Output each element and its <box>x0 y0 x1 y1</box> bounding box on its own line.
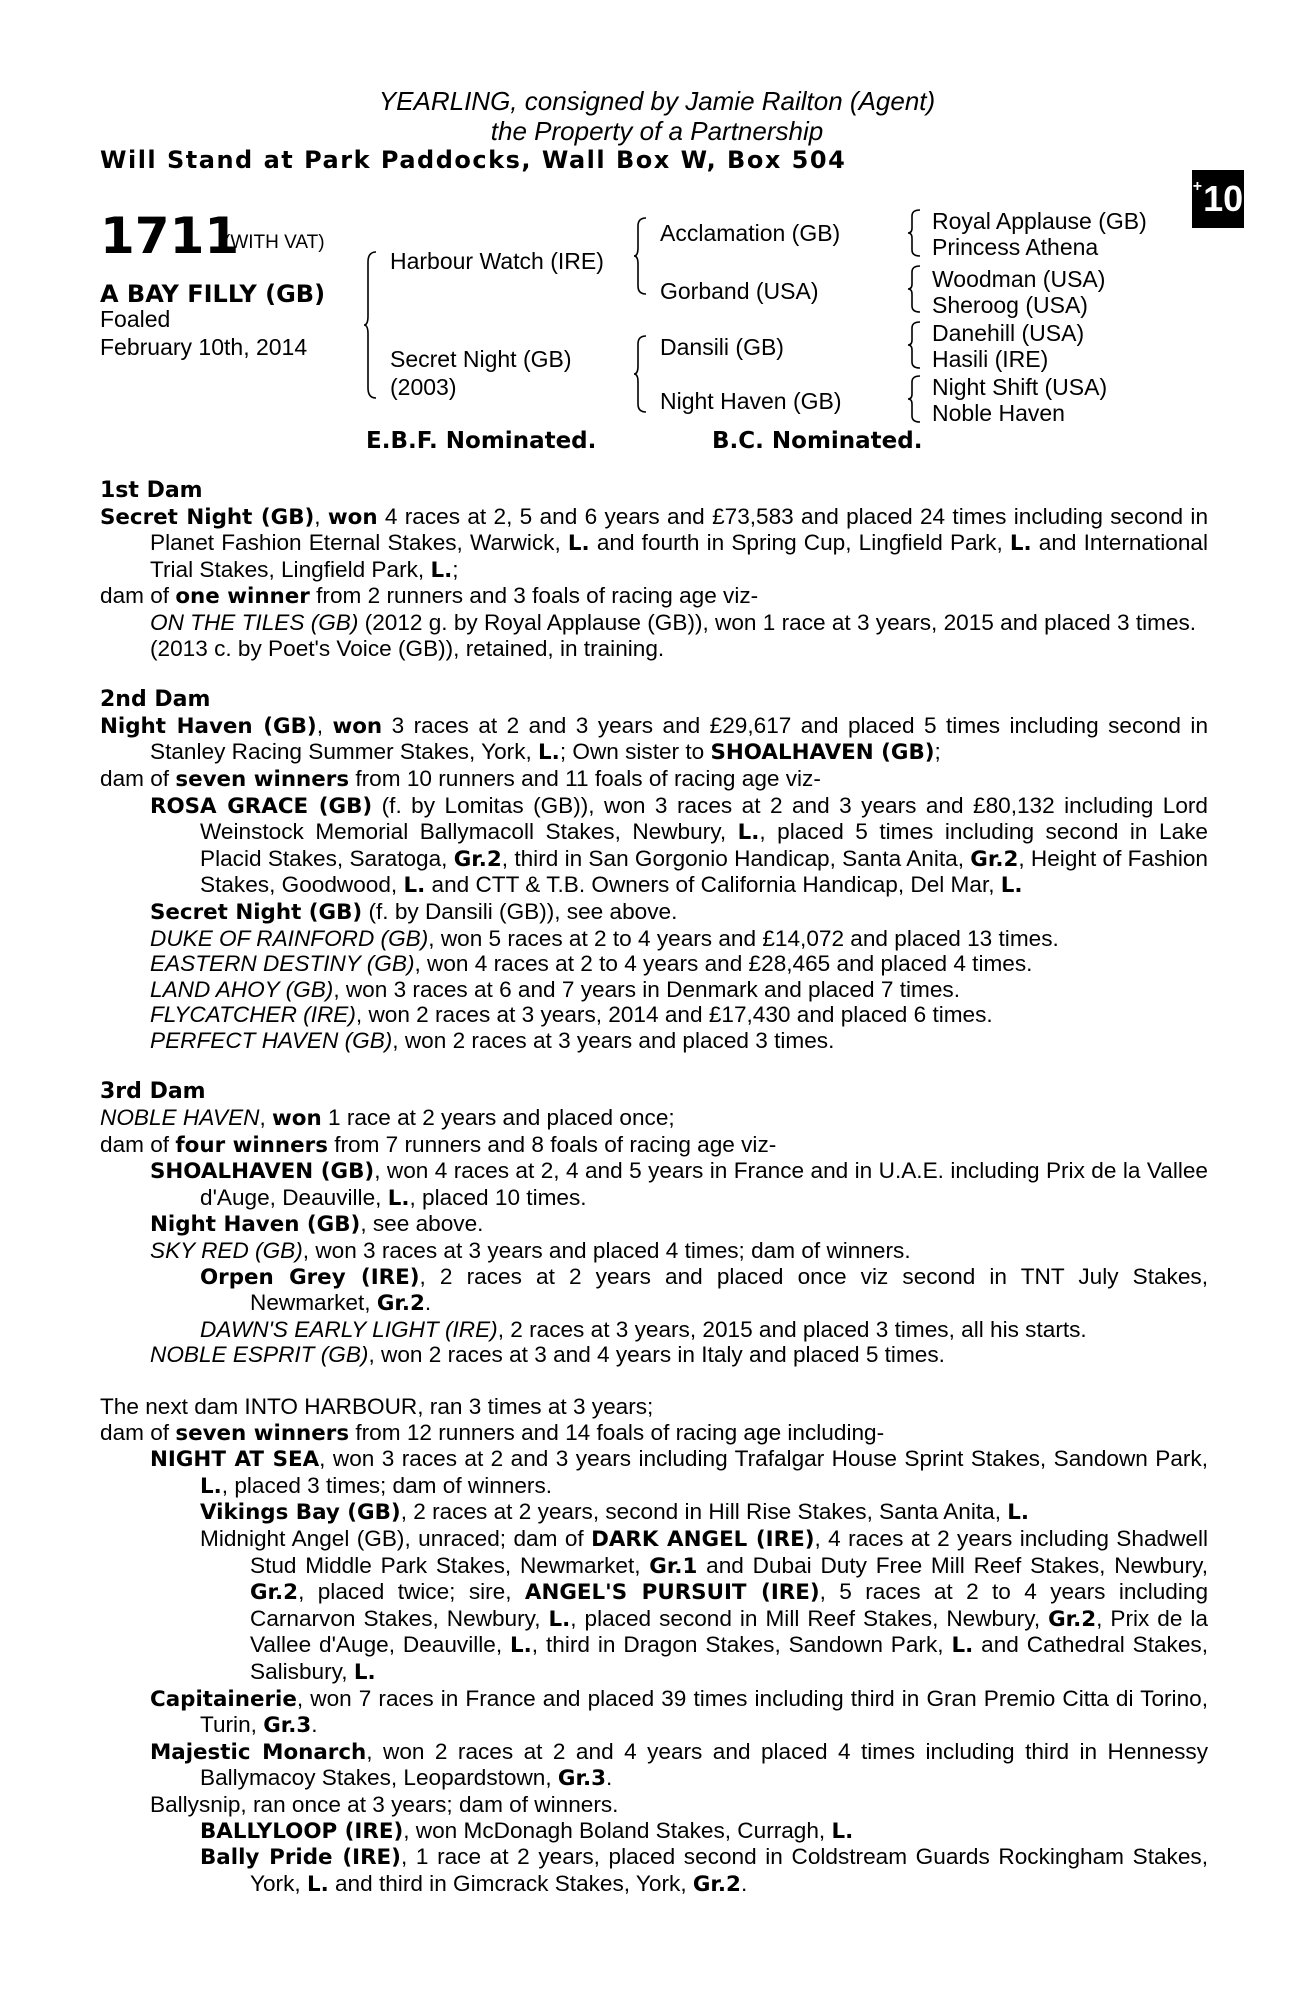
next-dam-grandprogeny-midnight: Midnight Angel (GB), unraced; dam of DARK ANGEL (IRE), 4 races at 2 years including Shadwell Stud Middle Park Stakes, Newmarket, Gr.1 and Dubai Duty Free Mill Reef Stakes, Newbury, Gr.2, placed twice; sire, ANGEL'S PURSUIT (IRE), 5 races at 2 to 4 years including Carnarvon Stakes, Newbury, L., placed second in Mill Reef Stakes, Newbury, Gr.2, Prix de la Vallee d'Auge, Deauville, L., third in Dragon Stakes, Sandown Park, L. and Cathedral Stakes, Salisbury, L. <box>200 1525 1209 1685</box>
ebf-nominated: E.B.F. Nominated. <box>366 428 597 454</box>
first-dam-produce-summary: dam of one winner from 2 runners and 3 foals of racing age viz- <box>100 583 759 610</box>
next-dam-produce-summary: dam of seven winners from 12 runners and 14 foals of racing age including- <box>100 1419 885 1446</box>
lot-number: 1711 <box>100 207 240 265</box>
consignor-line: YEARLING, consigned by Jamie Railton (Agent) <box>378 86 936 116</box>
pedigree-g2: Princess Athena <box>932 234 1099 260</box>
third-dam-title: 3rd Dam <box>100 1079 206 1105</box>
pedigree-brace-main <box>364 250 378 400</box>
pedigree-sire-dam: Gorband (USA) <box>660 278 819 304</box>
next-dam-grandprogeny-vikings: Vikings Bay (GB), 2 races at 2 years, second in Hill Rise Stakes, Santa Anita, L. <box>200 1499 1030 1526</box>
foaled-date: February 10th, 2014 <box>100 334 308 360</box>
second-dam-progeny-secret: Secret Night (GB) (f. by Dansili (GB)), see above. <box>150 898 678 925</box>
next-dam-grandprogeny-pride: Bally Pride (IRE), 1 race at 2 years, placed second in Coldstream Guards Rockingham Stakes, York, L. and third in Gimcrack Stakes, York, Gr.2. <box>200 1844 1208 1897</box>
first-dam-record: Secret Night (GB), won 4 races at 2, 5 and 6 years and £73,583 and placed 24 times including second in Planet Fashion Eternal Stakes, Warwick, L. and fourth in Spring Cup, Lingfield Park, L. and International Trial Stakes, Lingfield Park, L.; <box>100 503 1209 583</box>
second-dam-record: Night Haven (GB), won 3 races at 2 and 3 years and £29,617 and placed 5 times including second in Stanley Racing Summer Stakes, York, L.; Own sister to SHOALHAVEN (GB); <box>100 712 1209 766</box>
next-dam-progeny-nas: NIGHT AT SEA, won 3 races at 2 and 3 years including Trafalgar House Sprint Stakes, Sandown Park, L., placed 3 times; dam of winners. <box>150 1446 1208 1499</box>
third-dam-produce-summary: dam of four winners from 7 runners and 8 foals of racing age viz- <box>100 1131 777 1158</box>
next-dam-grandprogeny-ballyloop: BALLYLOOP (IRE), won McDonagh Boland Stakes, Curragh, L. <box>200 1817 854 1844</box>
pedigree-dam: Secret Night (GB) <box>390 346 572 372</box>
first-dam-title: 1st Dam <box>100 478 203 503</box>
third-dam-progeny-shoal: SHOALHAVEN (GB), won 4 races at 2, 4 and 5 years in France and in U.A.E. including Prix de la Vallee d'Auge, Deauville, L., placed 10 times. <box>150 1158 1208 1211</box>
second-dam-progeny-rosa: ROSA GRACE (GB) (f. by Lomitas (GB)), won 3 races at 2 and 3 years and £80,132 including Lord Weinstock Memorial Ballymacoll Stakes, Newbury, L., placed 5 times including second in Lake Placid Stakes, Saratoga, Gr.2, third in San Gorgonio Handicap, Santa Anita, Gr.2, Height of Fashion Stakes, Goodwood, L. and CTT & T.B. Owners of California Handicap, Del Mar, L. <box>150 792 1209 899</box>
second-dam-title: 2nd Dam <box>100 687 211 713</box>
vat-label: (WITH VAT) <box>224 232 325 253</box>
second-dam-produce-summary: dam of seven winners from 10 runners and 11 foals of racing age viz- <box>100 765 821 792</box>
pedigree-g6: Hasili (IRE) <box>932 346 1049 372</box>
horse-name: A BAY FILLY (GB) <box>100 280 326 308</box>
pedigree-sire: Harbour Watch (IRE) <box>390 248 604 274</box>
third-dam-grandprogeny-orpen: Orpen Grey (IRE), 2 races at 2 years and placed once viz second in TNT July Stakes, Newmarket, Gr.2. <box>200 1263 1208 1317</box>
next-dam-progeny-cap: Capitainerie, won 7 races in France and placed 39 times including third in Gran Premio Citta di Torino, Turin, Gr.3. <box>150 1685 1208 1739</box>
foaled-label: Foaled <box>100 306 171 332</box>
second-dam-progeny-fly: FLYCATCHER (IRE), won 2 races at 3 years, 2014 and £17,430 and placed 6 times. <box>150 1002 993 1028</box>
pedigree-g4: Sheroog (USA) <box>932 292 1088 318</box>
third-dam-grandprogeny-dawn: DAWN'S EARLY LIGHT (IRE), 2 races at 3 years, 2015 and placed 3 times, all his starts. <box>200 1316 1087 1342</box>
pedigree-brace-sire <box>634 216 648 296</box>
pedigree-sire-sire: Acclamation (GB) <box>660 220 841 246</box>
next-dam-progeny-majestic: Majestic Monarch, won 2 races at 2 and 4 years and placed 4 times including third in Hennessy Ballymacoy Stakes, Leopardstown, Gr.3. <box>150 1738 1208 1792</box>
catalogue-body <box>100 478 1208 1897</box>
pedigree-brace-g2 <box>908 264 922 314</box>
pedigree-dam-year: (2003) <box>390 374 457 400</box>
pedigree-brace-g3 <box>908 320 922 370</box>
third-dam-progeny-noble: NOBLE ESPRIT (GB), won 2 races at 3 and 4 years in Italy and placed 5 times. <box>150 1342 945 1368</box>
bc-nominated: B.C. Nominated. <box>712 428 923 454</box>
pedigree-g5: Danehill (USA) <box>932 320 1085 346</box>
third-dam-progeny-sky: SKY RED (GB), won 3 races at 3 years and placed 4 times; dam of winners. <box>150 1238 911 1264</box>
next-dam-record: The next dam INTO HARBOUR, ran 3 times at 3 years; <box>100 1394 654 1419</box>
third-dam-progeny-nh: Night Haven (GB), see above. <box>150 1211 484 1238</box>
stand-location: Will Stand at Park Paddocks, Wall Box W, Box 504 <box>100 146 847 174</box>
second-dam-progeny-duke: DUKE OF RAINFORD (GB), won 5 races at 2 to 4 years and £14,072 and placed 13 times. <box>150 925 1059 951</box>
pedigree-g1: Royal Applause (GB) <box>932 208 1147 234</box>
second-dam-progeny-eastern: EASTERN DESTINY (GB), won 4 races at 2 to 4 years and £28,465 and placed 4 times. <box>150 951 1033 977</box>
pedigree-dam-dam: Night Haven (GB) <box>660 388 842 414</box>
next-dam-progeny-ballysnip: Ballysnip, ran once at 3 years; dam of winners. <box>150 1791 619 1817</box>
pedigree-brace-dam <box>634 334 648 414</box>
pedigree-g3: Woodman (USA) <box>932 266 1106 292</box>
pedigree-brace-g1 <box>908 208 922 258</box>
third-dam-record: NOBLE HAVEN, won 1 race at 2 years and placed once; <box>100 1105 675 1132</box>
pedigree-g7: Night Shift (USA) <box>932 374 1108 400</box>
pedigree-brace-g4 <box>908 374 922 424</box>
property-line: the Property of a Partnership <box>490 116 824 146</box>
first-dam-progeny-2: (2013 c. by Poet's Voice (GB)), retained, in training. <box>150 635 665 661</box>
pedigree-dam-sire: Dansili (GB) <box>660 334 784 360</box>
first-dam-progeny-1: ON THE TILES (GB) (2012 g. by Royal Applause (GB)), won 1 race at 3 years, 2015 and placed 3 times. <box>150 609 1197 635</box>
pedigree-g8: Noble Haven <box>932 400 1065 426</box>
second-dam-progeny-land: LAND AHOY (GB), won 3 races at 6 and 7 years in Denmark and placed 7 times. <box>150 976 960 1002</box>
day-badge: + 10 <box>1192 170 1244 228</box>
second-dam-progeny-perfect: PERFECT HAVEN (GB), won 2 races at 3 years and placed 3 times. <box>150 1027 835 1053</box>
